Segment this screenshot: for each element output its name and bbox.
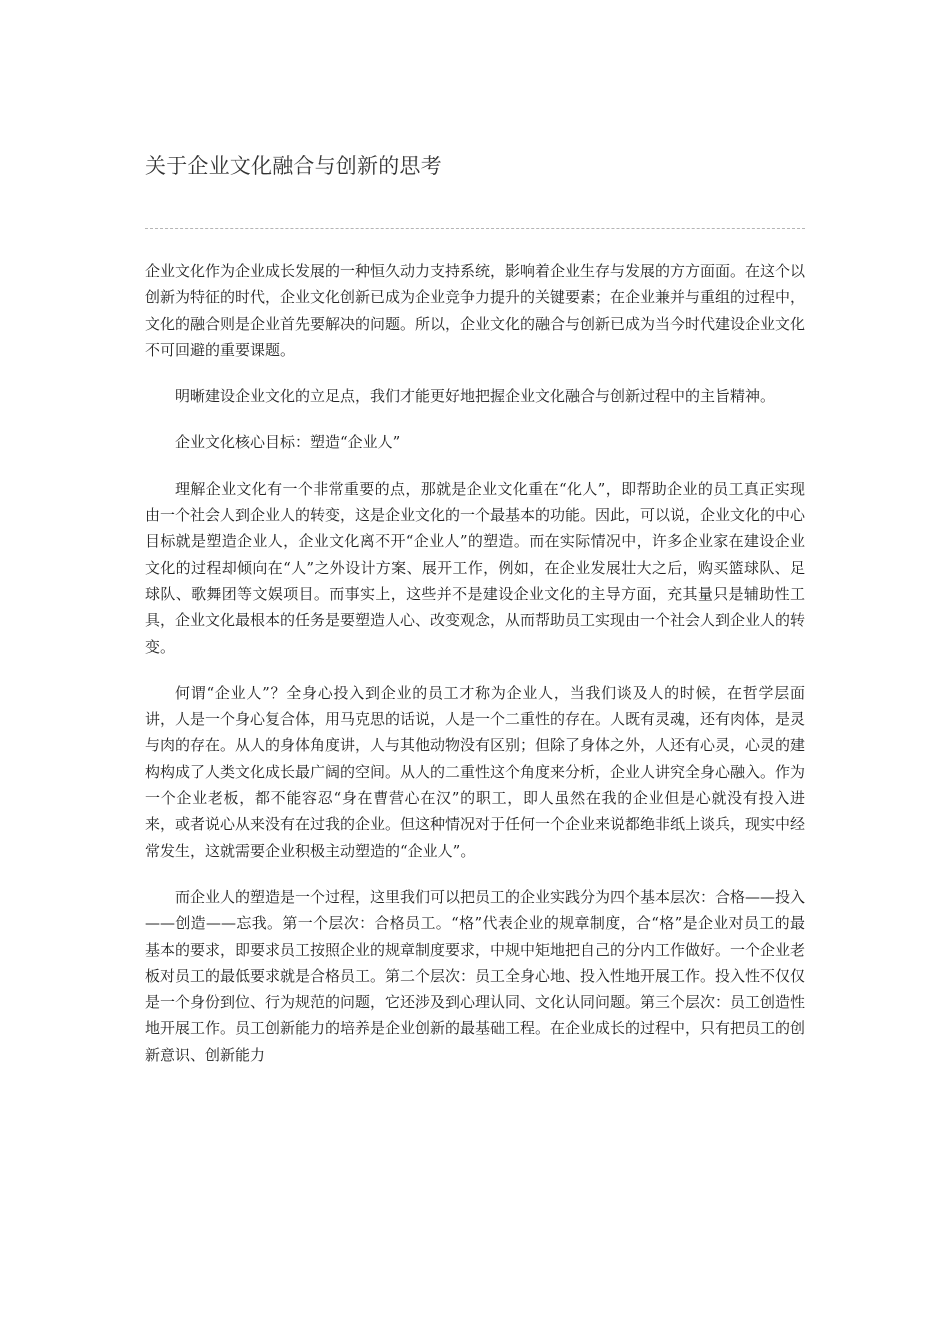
paragraph-foothold: 明晰建设企业文化的立足点，我们才能更好地把握企业文化融合与创新过程中的主旨精神。 [175, 387, 776, 406]
paragraph-intro: 企业文化作为企业成长发展的一种恒久动力支持系统，影响着企业生存与发展的方方面面。在这个以创新为特征的时代，企业文化创新已成为企业竞争力提升的关键要素；在企业兼并与重组的过程中，文化的融合则是企业首先要解决的问题。所以，企业文化的融合与创新已成为当今时代建设企业文化不可回避的重要课题。 [145, 262, 806, 359]
document-body [145, 258, 805, 1088]
paragraph-what-is-enterprise-person: 何谓“企业人”？全身心投入到企业的员工才称为企业人，当我们谈及人的时候，在哲学层面讲，人是一个身心复合体，用马克思的话说，人是一个二重性的存在。人既有灵魂，还有肉体，是灵与肉的存在。从人的身体角度讲，人与其他动物没有区别；但除了身体之外，人还有心灵，心灵的建构构成了人类文化成长最广阔的空间。从人的二重性这个角度来分析，企业人讲究全身心融入。作为一个企业老板，都不能容忍“身在曹营心在汉”的职工，即人虽然在我的企业但是心就没有投入进来，或者说心从来没有在过我的企业。但这种情况对于任何一个企业来说都绝非纸上谈兵，现实中经常发生，这就需要企业积极主动塑造的“企业人”。 [145, 683, 806, 860]
section-heading-core-goal: 企业文化核心目标：塑造“企业人” [175, 433, 401, 452]
paragraph-shaping-process: 而企业人的塑造是一个过程，这里我们可以把员工的企业实践分为四个基本层次：合格——投入——创造——忘我。第一个层次：合格员工。“格”代表企业的规章制度，合“格”是企业对员工的最基本的要求，即要求员工按照企业的规章制度要求，中规中矩地把自己的分内工作做好。一个企业老板对员工的最低要求就是合格员工。第二个层次：员工全身心地、投入性地开展工作。投入性不仅仅是一个身份到位、行为规范的问题，它还涉及到心理认同、文化认同问题。第三个层次：员工创造性地开展工作。员工创新能力的培养是企业创新的最基础工程。在企业成长的过程中，只有把员工的创新意识、创新能力 [145, 887, 806, 1064]
document-title: 关于企业文化融合与创新的思考 [145, 154, 442, 178]
dashed-divider [145, 228, 805, 229]
paragraph-understanding-culture: 理解企业文化有一个非常重要的点，那就是企业文化重在“化人”，即帮助企业的员工真正实现由一个社会人到企业人的转变，这是企业文化的一个最基本的功能。因此，可以说，企业文化的中心目标就是塑造企业人，企业文化离不开“企业人”的塑造。而在实际情况中，许多企业家在建设企业文化的过程却倾向在“人”之外设计方案、展开工作，例如，在企业发展壮大之后，购买篮球队、足球队、歌舞团等文娱项目。而事实上，这些并不是建设企业文化的主导方面，充其量只是辅助性工具，企业文化最根本的任务是要塑造人心、改变观念，从而帮助员工实现由一个社会人到企业人的转变。 [145, 479, 806, 656]
